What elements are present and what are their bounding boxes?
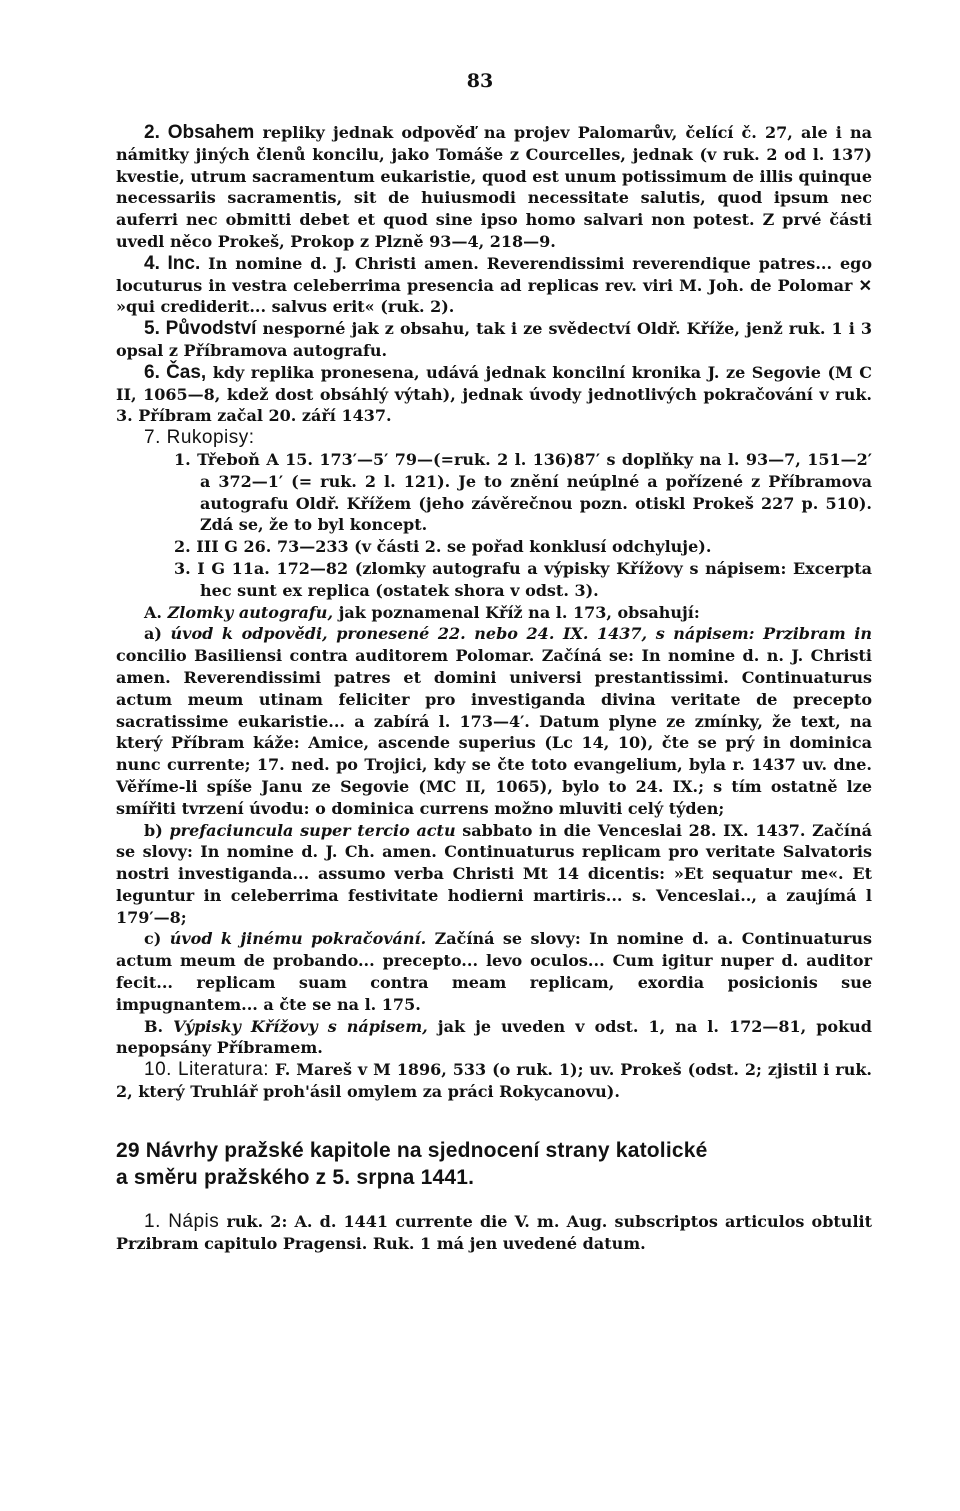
- paragraph-text: jak je uveden v odst. 1, na l. 172—81, pokud nepopsány Příbramem.: [116, 1016, 872, 1058]
- paragraph-c: [116, 928, 872, 1015]
- paragraph-text: nesporné jak z obsahu, tak i ze svědectví Oldř. Kříže, jenž ruk. 1 i 3 opsal z Příbramova autografu.: [116, 319, 873, 360]
- paragraph-text: In nomine d. J. Christi amen. Reverendissimi reverendique patres... ego locuturus in vestra celeberrima presencia ad replicas rev. viri M. Joh. de Polomar ✕ »qui crediderit... salvus erit« (ruk. 2).: [116, 253, 873, 317]
- section-paragraph-1: [116, 1211, 872, 1255]
- page-body: [116, 122, 872, 1254]
- paragraph-heading: 10. Literatura:: [144, 1059, 270, 1081]
- paragraph-b: [116, 820, 872, 929]
- paragraph-5: [116, 318, 872, 362]
- item-italic: Výpisky Křížovy s nápisem,: [173, 1016, 428, 1036]
- section-gap: [116, 1103, 872, 1137]
- manuscript-item-1: 1. Třeboň A 15. 173′—5′ 79—(=ruk. 2 l. 136)87′ s doplňky na l. 93—7, 151—2′ a 372—1′ (= ruk. 2 l. 121). Je to znění neúplné a pořízené z Příbramova autografu Oldř. Křížem (jeho závěrečnou pozn. otiskl Prokeš 227 p. 510). Zdá se, že to byl koncept.: [174, 449, 872, 535]
- section-title-line-2: a směru pražského z 5. srpna 1441.: [116, 1165, 475, 1189]
- paragraph-heading: 4. Inc.: [144, 252, 201, 274]
- item-italic: úvod k odpovědi, pronesené 22. nebo 24. IX. 1437, s nápisem: Przibram in: [170, 624, 873, 644]
- paragraph-text: ruk. 2: A. d. 1441 currente die V. m. Aug. subscriptos articulos obtulit Przibram capitulo Pragensi. Ruk. 1 má jen uvedené datum.: [116, 1211, 872, 1253]
- manuscript-item-3: 3. I G 11a. 172—82 (zlomky autografu a výpisky Křížovy s nápisem: Excerpta hec sunt ex replica (ostatek shora v odst. 3).: [174, 558, 872, 600]
- section-title-line-1: 29 Návrhy pražské kapitole na sjednocení strany katolické: [116, 1138, 708, 1162]
- manuscript-item-2: 2. III G 26. 73—233 (v části 2. se pořad konklusí odchyluje).: [174, 537, 712, 557]
- paragraph-text: Začíná se slovy: In nomine d. a. Continuaturus actum meum de probando... precepto... levo oculos... Cum igitur nuper d. auditor fecit... replicam suam contra meam replicam, exordia posicionis sue impugnantem... a čte se na l. 175.: [116, 929, 872, 1014]
- paragraph-heading: 6. Čas,: [144, 361, 207, 383]
- paragraph-6: [116, 362, 872, 427]
- paragraph-text: kdy replika pronesena, udává jednak koncilní kronika J. ze Segovie (M C II, 1065—8, kdež dost obsáhlý výtah), jednak úvody jednotlivých pokračování v ruk. 3. Příbram začal 20. září 1437.: [116, 362, 872, 426]
- paragraph-text: F. Mareš v M 1896, 533 (o ruk. 1); uv. Prokeš (odst. 2; zjistil i ruk. 2, který Truhlář proh'ásil omylem za práci Rokycanovu).: [116, 1060, 872, 1102]
- item-letter: A.: [144, 602, 162, 622]
- item-letter: B.: [144, 1016, 164, 1036]
- section-gap-small: [116, 1191, 872, 1211]
- page-number: 83: [466, 70, 494, 92]
- paragraph-7-heading: [116, 427, 872, 449]
- paragraph-a: [116, 623, 872, 819]
- paragraph-4: [116, 253, 872, 318]
- item-italic: Zlomky autografu,: [167, 602, 334, 622]
- item-letter: a): [144, 624, 162, 644]
- paragraph-text: sabbato in die Venceslai 28. IX. 1437. Začíná se slovy: In nomine d. J. Ch. amen. Continuaturus replicam pro veritate Salvatoris nostri investiganda... assumo verba Christi Mt 14 dicentis: »Et sequatur me«. Et leguntur in celeberrima festivitate hodierni martiris... s. Venceslai.., a zaujímá l 179′—8;: [116, 820, 872, 927]
- item-letter: c): [144, 929, 162, 949]
- paragraph-2: [116, 122, 872, 253]
- item-letter: b): [144, 820, 163, 840]
- paragraph-A: [116, 602, 872, 624]
- paragraph-heading: 1. Nápis: [144, 1210, 220, 1232]
- paragraph-heading: 5. Původství: [144, 318, 257, 340]
- paragraph-text: concilio Basiliensi contra auditorem Polomar. Začíná se: In nomine d. n. J. Christi amen. Reverendissimi patres et domini universi prestantissimi. Continuaturus actum meum utinam feliciter pro investiganda divina veritate de precepto sacratissime eukaristie... a zabírá l. 173—4′. Datum plyne ze zmínky, že text, na který Příbram káže: Amice, ascende superius (Lc 14, 10), čte se prý in dominica nunc currente; 17. ned. po Trojici, kdy se čte toto evangelium, byla r. 1437 uv. dne. Věříme-li spíše Janu ze Segovie (MC II, 1065), bylo to 24. IX.; s tím ostatně lze smířiti tvrzení úvodu: o dominica currens možno mluviti celý týden;: [116, 646, 872, 818]
- item-italic: úvod k jinému pokračování.: [169, 929, 427, 949]
- paragraph-text: jak poznamenal Kříž na l. 173, obsahují:: [338, 602, 700, 622]
- paragraph-heading: 7. Rukopisy:: [144, 427, 255, 449]
- paragraph-text: repliky jednak odpověď na projev Palomarův, čelící č. 27, ale i na námitky jiných členů koncilu, jako Tomáše z Courcelles, jednak (v ruk. 2 od l. 137) kvestie, utrum sacramentum eukaristie, quod est unum potissimum de illis quinque necessariis sacramentis, sit de huiusmodi necessitate salutis, quod ipsum nec auferri nec obmitti debet et quod sine ipso homo salvari non potest. Z prvé části uvedl něco Prokeš, Prokop z Plzně 93—4, 218—9.: [116, 123, 872, 251]
- paragraph-heading: 2. Obsahem: [144, 122, 255, 143]
- item-italic: prefaciuncula super tercio actu: [169, 820, 456, 840]
- paragraph-10: [116, 1059, 872, 1103]
- paragraph-B: [116, 1016, 872, 1060]
